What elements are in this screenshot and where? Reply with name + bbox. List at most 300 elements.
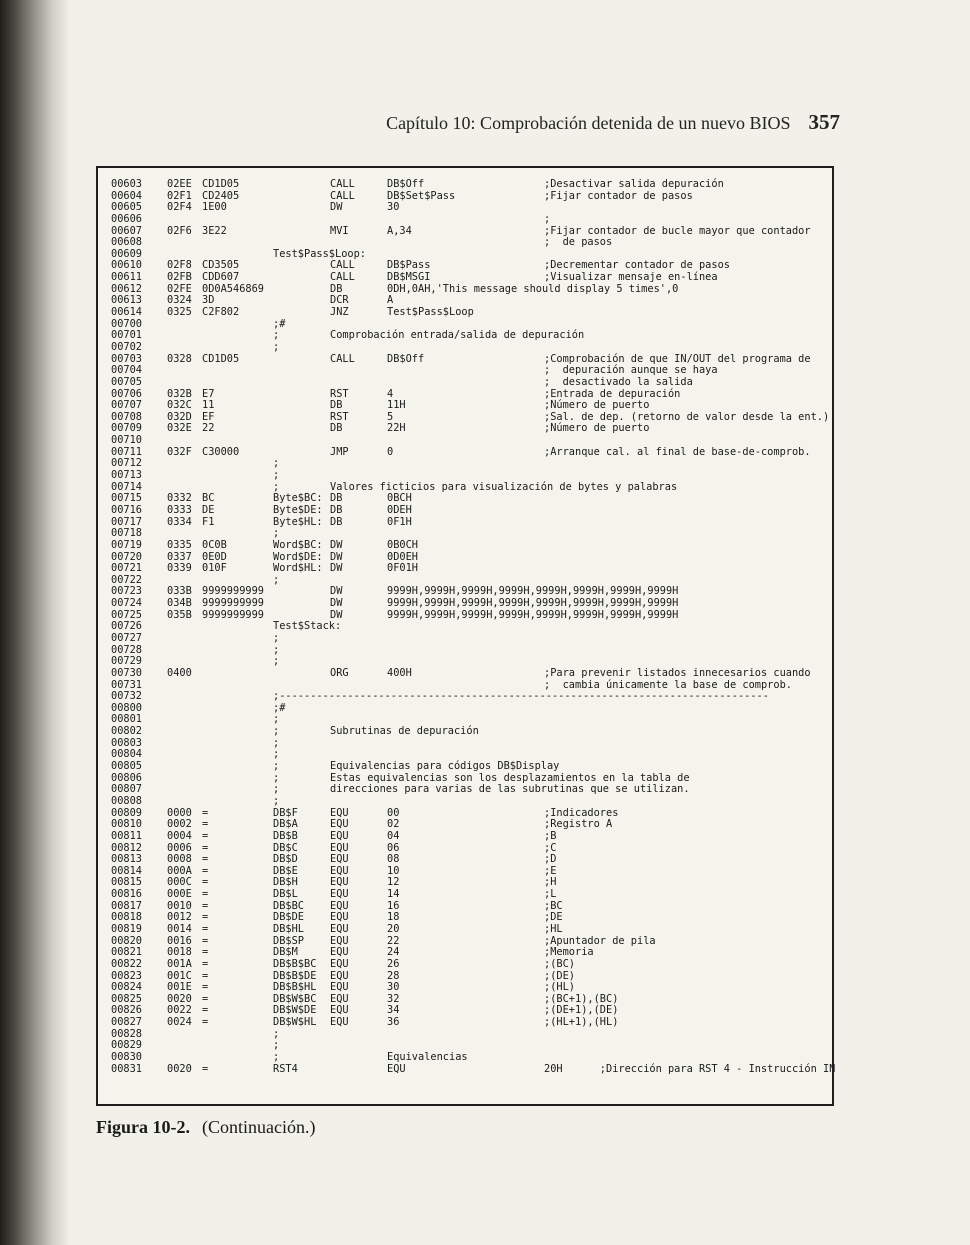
listing-arg: 06 <box>387 841 400 854</box>
listing-comment: 0F1H <box>387 515 412 528</box>
listing-line: 00606 <box>111 212 142 225</box>
listing-line <box>111 505 826 517</box>
listing-label: Word$HL: <box>273 562 323 575</box>
listing-line <box>111 342 826 354</box>
listing-addr: 02FE <box>167 282 192 295</box>
listing-line: 00712 <box>111 457 142 470</box>
listing-op: EQU <box>330 1004 349 1017</box>
listing-comment: 0F01H <box>387 562 418 575</box>
listing-addr: 000C <box>167 876 192 889</box>
listing-arg: 18 <box>387 911 400 924</box>
listing-code: CD3505 <box>202 259 240 272</box>
listing-comment: ;HL <box>544 923 563 935</box>
listing-label: Word$BC: <box>273 538 323 551</box>
listing-line <box>111 458 826 470</box>
listing-label: ; <box>273 340 280 353</box>
listing-line <box>111 738 826 750</box>
listing-op: DW <box>330 201 343 214</box>
listing-line: 00803 <box>111 736 142 749</box>
listing-label: ; <box>273 736 280 749</box>
listing-line <box>111 819 826 831</box>
listing-arg: 12 <box>387 876 400 889</box>
listing-addr: 032D <box>167 410 192 423</box>
listing-label: DB$HL <box>273 923 304 935</box>
listing-label: DB$M <box>273 946 298 959</box>
listing-addr: 033B <box>167 585 192 598</box>
listing-code: = <box>202 981 209 994</box>
listing-line: 00811 <box>111 829 142 842</box>
listing-comment: ; <box>544 212 551 225</box>
listing-line: 00724 <box>111 597 142 610</box>
listing-addr: 02F4 <box>167 201 192 214</box>
listing-line <box>111 377 826 389</box>
listing-line: 00701 <box>111 329 142 342</box>
listing-label: ; <box>273 1027 280 1040</box>
listing-label: ; <box>273 469 280 482</box>
listing-op: EQU <box>330 818 349 831</box>
listing-label: Test$Pass$Loop: <box>273 247 366 260</box>
listing-line: 00805 <box>111 760 142 773</box>
listing-line: 00723 <box>111 585 142 598</box>
listing-comment: ;(BC) <box>544 957 575 970</box>
listing-label: ; <box>273 748 280 761</box>
listing-line <box>111 1052 826 1064</box>
listing-addr: 02EE <box>167 178 192 190</box>
listing-line: 00709 <box>111 422 142 435</box>
listing-op: EQU <box>330 969 349 982</box>
listing-line <box>111 1029 826 1041</box>
listing-label: DB$BC <box>273 899 304 912</box>
listing-comment: ;(DE) <box>544 969 575 982</box>
figure-label: Figura 10-2. <box>96 1117 190 1137</box>
listing-line: 00710 <box>111 434 142 447</box>
listing-arg: 20 <box>387 923 400 935</box>
listing-label: DB$B <box>273 829 298 842</box>
listing-line: 00612 <box>111 282 142 295</box>
binding-shadow <box>0 0 70 1245</box>
listing-op: DB <box>330 399 343 412</box>
listing-code: EF <box>202 410 215 423</box>
listing-comment: ;Entrada de depuración <box>544 387 681 400</box>
code-listing <box>111 178 836 1075</box>
listing-line: 00607 <box>111 224 142 237</box>
listing-comment: ;B <box>544 829 557 842</box>
listing-addr: 000E <box>167 888 192 901</box>
listing-comment: ;(HL+1),(HL) <box>544 1016 619 1029</box>
listing-addr: 0022 <box>167 1004 192 1017</box>
listing-label: ; <box>273 457 280 470</box>
listing-op: EQU <box>330 992 349 1005</box>
listing-line <box>111 307 826 319</box>
listing-code: 0C0B <box>202 538 227 551</box>
listing-line: 00604 <box>111 189 142 202</box>
listing-op: EQU <box>330 981 349 994</box>
listing-addr: 0024 <box>167 1016 192 1029</box>
listing-line: 00719 <box>111 538 142 551</box>
listing-line: 00609 <box>111 247 142 260</box>
listing-addr: 0020 <box>167 1062 192 1075</box>
listing-comment: ;Número de puerto <box>544 399 650 412</box>
listing-arg: DW <box>330 597 343 610</box>
listing-arg: 5 <box>387 410 394 423</box>
listing-op: JNZ <box>330 306 349 319</box>
listing-line <box>111 621 826 633</box>
listing-label: Byte$DE: <box>273 503 323 516</box>
listing-op: EQU <box>330 934 349 947</box>
listing-label: Word$DE: <box>273 550 323 563</box>
listing-code: BC <box>202 492 215 505</box>
listing-op: RST <box>330 387 349 400</box>
listing-arg: 30 <box>387 201 400 214</box>
listing-addr: 0016 <box>167 934 192 947</box>
listing-label: DB$W$BC <box>273 992 317 1005</box>
listing-arg: DW <box>330 562 343 575</box>
listing-label: ; <box>273 794 280 807</box>
listing-label: DB$B$HL <box>273 981 317 994</box>
listing-line: 00814 <box>111 864 142 877</box>
listing-addr: 0337 <box>167 550 192 563</box>
listing-line: 00817 <box>111 899 142 912</box>
listing-comment: ;E <box>544 864 557 877</box>
listing-line <box>111 1040 826 1052</box>
listing-code: 1E00 <box>202 201 227 214</box>
listing-op: EQU <box>330 864 349 877</box>
listing-comment: ;Fijar contador de bucle mayor que contador <box>544 224 811 237</box>
listing-code: = <box>202 876 209 889</box>
listing-comment: ; de pasos <box>544 236 613 249</box>
listing-label: ;------------------------------------------------------------------------------- <box>273 690 769 703</box>
listing-label: ; <box>273 631 280 644</box>
listing-comment: ;Comprobación de que IN/OUT del programa de <box>544 352 811 365</box>
listing-line <box>111 1005 826 1017</box>
listing-label: ; <box>273 643 280 656</box>
listing-code: C30000 <box>202 445 240 458</box>
listing-code: 9999999999 <box>202 608 264 621</box>
listing-addr: 0020 <box>167 992 192 1005</box>
listing-line: 00812 <box>111 841 142 854</box>
listing-comment: ;Fijar contador de pasos <box>544 189 693 202</box>
listing-addr: 001A <box>167 957 192 970</box>
listing-comment: ;Apuntador de pila <box>544 934 656 947</box>
listing-line <box>111 959 826 971</box>
listing-line <box>111 854 826 866</box>
listing-code: = <box>202 992 209 1005</box>
listing-code: = <box>202 946 209 959</box>
listing-line: 00830 <box>111 1051 142 1064</box>
listing-label: ; <box>273 480 280 493</box>
listing-line <box>111 226 826 238</box>
listing-line <box>111 761 826 773</box>
listing-line: 00831 <box>111 1062 142 1075</box>
listing-line: 00703 <box>111 352 142 365</box>
listing-code: DE <box>202 503 215 516</box>
listing-line: 00705 <box>111 375 142 388</box>
listing-label: DB$B$BC <box>273 957 317 970</box>
listing-line <box>111 877 826 889</box>
listing-line <box>111 866 826 878</box>
listing-comment: ;Memoria <box>544 946 594 959</box>
listing-line: 00804 <box>111 748 142 761</box>
listing-comment: ;Registro A <box>544 818 613 831</box>
figure-caption-text: (Continuación.) <box>202 1117 316 1137</box>
listing-addr: 035B <box>167 608 192 621</box>
listing-code: 0E0D <box>202 550 227 563</box>
listing-arg: 0 <box>387 445 394 458</box>
listing-op: EQU <box>330 957 349 970</box>
listing-comment: Estas equivalencias son los desplazamientos en la tabla de <box>330 771 690 784</box>
listing-code: = <box>202 853 209 866</box>
listing-label: ; <box>273 329 280 342</box>
listing-addr: 02F6 <box>167 224 192 237</box>
listing-comment: ;BC <box>544 899 563 912</box>
listing-line: 00732 <box>111 690 142 703</box>
listing-label: DB$C <box>273 841 298 854</box>
listing-arg: 22H <box>387 422 406 435</box>
listing-arg: 26 <box>387 957 400 970</box>
listing-line: 00704 <box>111 364 142 377</box>
listing-code: 0D0A546869 <box>202 282 264 295</box>
listing-line: 00707 <box>111 399 142 412</box>
listing-addr: 0018 <box>167 946 192 959</box>
listing-line <box>111 982 826 994</box>
listing-addr: 0339 <box>167 562 192 575</box>
listing-label: DB$F <box>273 806 298 819</box>
listing-line <box>111 831 826 843</box>
listing-line: 00613 <box>111 294 142 307</box>
listing-label: DB$W$HL <box>273 1016 317 1029</box>
listing-code: = <box>202 1016 209 1029</box>
listing-line <box>111 1017 826 1029</box>
listing-line: 00727 <box>111 631 142 644</box>
listing-addr: 0006 <box>167 841 192 854</box>
listing-addr: 0332 <box>167 492 192 505</box>
listing-label: ; <box>273 655 280 668</box>
listing-arg: EQU <box>387 1062 406 1075</box>
listing-arg: 34 <box>387 1004 400 1017</box>
listing-addr: 0334 <box>167 515 192 528</box>
listing-addr: 02F1 <box>167 189 192 202</box>
listing-line: 00820 <box>111 934 142 947</box>
listing-comment: ;Decrementar contador de pasos <box>544 259 730 272</box>
listing-line: 00720 <box>111 550 142 563</box>
listing-line <box>111 202 826 214</box>
listing-line: 00721 <box>111 562 142 575</box>
listing-line: 00706 <box>111 387 142 400</box>
listing-line: 00827 <box>111 1016 142 1029</box>
listing-arg: DB <box>330 492 343 505</box>
listing-arg: DB <box>330 503 343 516</box>
listing-code: E7 <box>202 387 215 400</box>
listing-addr: 0008 <box>167 853 192 866</box>
listing-line: 00806 <box>111 771 142 784</box>
listing-addr: 0325 <box>167 306 192 319</box>
listing-line <box>111 435 826 447</box>
listing-op: EQU <box>330 923 349 935</box>
listing-code: = <box>202 1062 209 1075</box>
listing-line <box>111 947 826 959</box>
listing-line: 00700 <box>111 317 142 330</box>
listing-line: 00614 <box>111 306 142 319</box>
listing-line: 00821 <box>111 946 142 959</box>
listing-line: 00716 <box>111 503 142 516</box>
listing-op: EQU <box>330 911 349 924</box>
listing-code: = <box>202 818 209 831</box>
listing-op: JMP <box>330 445 349 458</box>
listing-code: F1 <box>202 515 215 528</box>
listing-arg: DW <box>330 550 343 563</box>
listing-line: 00808 <box>111 794 142 807</box>
listing-label: DB$D <box>273 853 298 866</box>
listing-line: 00826 <box>111 1004 142 1017</box>
code-listing-frame <box>96 166 834 1106</box>
listing-label: DB$A <box>273 818 298 831</box>
listing-addr: 0328 <box>167 352 192 365</box>
listing-label: Byte$HL: <box>273 515 323 528</box>
listing-code: 11 <box>202 399 215 412</box>
listing-comment: ;L <box>544 888 557 901</box>
listing-line: 00810 <box>111 818 142 831</box>
listing-line: 00610 <box>111 259 142 272</box>
listing-line: 00829 <box>111 1039 142 1052</box>
listing-comment: 9999H,9999H,9999H,9999H,9999H,9999H,9999H,9999H <box>387 608 679 621</box>
listing-arg: DW <box>330 585 343 598</box>
page-header <box>300 110 840 140</box>
listing-op: EQU <box>330 888 349 901</box>
listing-code: CD2405 <box>202 189 240 202</box>
listing-code: CD1D05 <box>202 352 240 365</box>
listing-line <box>111 924 826 936</box>
listing-comment: ;Visualizar mensaje en-línea <box>544 271 718 284</box>
listing-comment: ;Sal. de dep. (retorno de valor desde la ent.) <box>544 410 830 423</box>
listing-line <box>111 691 826 703</box>
listing-addr: 001E <box>167 981 192 994</box>
listing-op: DB <box>330 422 343 435</box>
listing-arg: 16 <box>387 899 400 912</box>
listing-line: 00801 <box>111 713 142 726</box>
listing-op: DCR <box>330 294 349 307</box>
listing-code: = <box>202 1004 209 1017</box>
listing-comment: ;Número de puerto <box>544 422 650 435</box>
listing-addr: 0324 <box>167 294 192 307</box>
listing-line: 00825 <box>111 992 142 1005</box>
listing-arg: 22 <box>387 934 400 947</box>
listing-line: 00819 <box>111 923 142 935</box>
listing-line: 00822 <box>111 957 142 970</box>
listing-line: 00711 <box>111 445 142 458</box>
listing-line: 00731 <box>111 678 142 691</box>
listing-line <box>111 389 826 401</box>
listing-code: = <box>202 969 209 982</box>
listing-label: DB$E <box>273 864 298 877</box>
listing-line: 00603 <box>111 178 142 190</box>
listing-code: 3E22 <box>202 224 227 237</box>
listing-addr: 0004 <box>167 829 192 842</box>
listing-arg: DB$MSGI <box>387 271 431 284</box>
listing-line: 00611 <box>111 271 142 284</box>
listing-op: CALL <box>330 259 355 272</box>
listing-code: C2F802 <box>202 306 240 319</box>
listing-line <box>111 365 826 377</box>
figure-caption <box>96 1117 596 1141</box>
listing-comment: ;H <box>544 876 557 889</box>
listing-op: DB <box>330 282 343 295</box>
listing-line <box>111 912 826 924</box>
listing-code: = <box>202 923 209 935</box>
listing-code: 9999999999 <box>202 585 264 598</box>
listing-op: CALL <box>330 189 355 202</box>
listing-comment: ;(HL) <box>544 981 575 994</box>
listing-arg: DB <box>330 515 343 528</box>
listing-code: CD1D05 <box>202 178 240 190</box>
listing-op: RST <box>330 410 349 423</box>
listing-comment: ; depuración aunque se haya <box>544 364 718 377</box>
listing-line: 00718 <box>111 527 142 540</box>
listing-comment: ;(DE+1),(DE) <box>544 1004 619 1017</box>
listing-line <box>111 410 830 424</box>
listing-comment: 9999H,9999H,9999H,9999H,9999H,9999H,9999H,9999H <box>387 597 679 610</box>
listing-arg: 00 <box>387 806 400 819</box>
listing-comment: ; desactivado la salida <box>544 375 693 388</box>
listing-line <box>111 936 826 948</box>
listing-arg: 08 <box>387 853 400 866</box>
listing-line <box>111 470 826 482</box>
listing-op: EQU <box>330 806 349 819</box>
listing-line: 00726 <box>111 620 142 633</box>
listing-label: ; <box>273 725 280 738</box>
listing-arg: 4 <box>387 387 394 400</box>
listing-label: Test$Stack: <box>273 620 342 633</box>
listing-comment: ;C <box>544 841 557 854</box>
listing-comment: Comprobación entrada/salida de depuración <box>330 329 585 342</box>
listing-line <box>111 563 826 575</box>
listing-arg: 14 <box>387 888 400 901</box>
listing-op: EQU <box>330 876 349 889</box>
listing-arg: 400H <box>387 666 412 679</box>
listing-comment: ;D <box>544 853 557 866</box>
listing-line: 00815 <box>111 876 142 889</box>
listing-comment: 0D0EH <box>387 550 418 563</box>
listing-comment: Equivalencias <box>387 1051 468 1064</box>
listing-line: 00605 <box>111 201 142 214</box>
listing-comment: ;Arranque cal. al final de base-de-comprob. <box>544 445 811 458</box>
chapter-title: Capítulo 10: Comprobación detenida de un nuevo BIOS <box>386 113 791 133</box>
listing-line: 00824 <box>111 981 142 994</box>
listing-addr: 0002 <box>167 818 192 831</box>
listing-line: 00714 <box>111 480 142 493</box>
listing-line <box>111 726 826 738</box>
listing-addr: 032E <box>167 422 192 435</box>
listing-line <box>111 784 826 796</box>
listing-comment: 0B0CH <box>387 538 418 551</box>
listing-arg: DB$Set$Pass <box>387 189 456 202</box>
listing-line: 00807 <box>111 783 142 796</box>
listing-op: EQU <box>330 899 349 912</box>
listing-comment: direcciones para varias de las subrutinas que se utilizan. <box>330 783 690 796</box>
listing-comment: ;DE <box>544 911 563 924</box>
listing-addr: 0335 <box>167 538 192 551</box>
listing-comment: ;Desactivar salida depuración <box>544 178 724 190</box>
listing-addr: 0010 <box>167 899 192 912</box>
listing-comment: 0DEH <box>387 503 412 516</box>
listing-line <box>111 796 826 808</box>
listing-label: DB$W$DE <box>273 1004 317 1017</box>
listing-addr: 000A <box>167 864 192 877</box>
listing-line <box>111 808 826 820</box>
listing-op: MVI <box>330 224 349 237</box>
listing-line <box>111 610 826 622</box>
listing-code: CDD607 <box>202 271 240 284</box>
listing-label: ; <box>273 771 280 784</box>
